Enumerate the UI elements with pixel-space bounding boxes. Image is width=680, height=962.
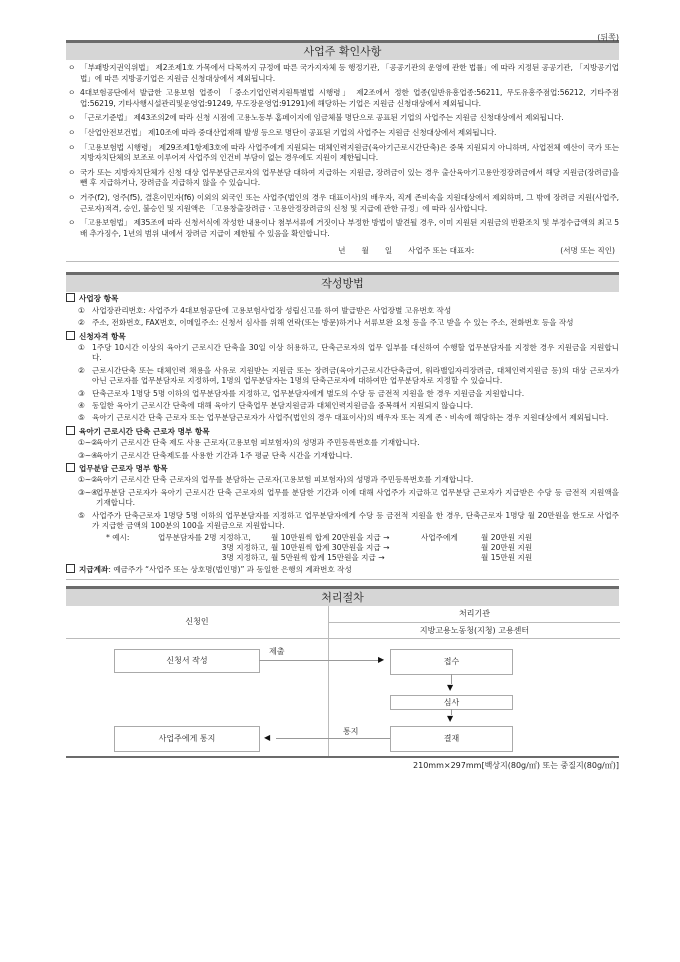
- method-item: [66, 438, 619, 448]
- method-item: [66, 401, 619, 411]
- example-cell: [421, 553, 481, 563]
- step-approve: 결재: [390, 726, 513, 752]
- method-item: [66, 318, 619, 328]
- item-text: 육아기 근로시간 단축 제도 사용 근로자(고용보험 피보험자)의 성명과 주민등록번호를 기재합니다.: [96, 438, 420, 448]
- item-number: ①~②: [78, 438, 98, 448]
- notify-label: 통지: [343, 727, 359, 737]
- item-text: 단축근로자 1명당 5명 이하의 업무분담자를 지정하고, 업무분담자에게 별도의 수당 등 금전적 지원을 한 경우 지원금을 지원합니다.: [92, 388, 525, 398]
- form-back-page: [66, 33, 619, 771]
- signer-label: 사업주 또는 대표자:: [408, 246, 475, 256]
- bullet-icon: ㅇ: [68, 113, 76, 123]
- agency-label: 처리기관: [329, 606, 620, 623]
- agency-column-header: [328, 606, 620, 639]
- checkbox-icon: [66, 293, 75, 302]
- example-row: [106, 543, 619, 553]
- example-label: * 예시:: [106, 533, 130, 543]
- confirm-item: [66, 143, 619, 164]
- method-item: [66, 343, 619, 364]
- method-item: [66, 488, 619, 509]
- page-side-label: (뒤쪽): [597, 33, 619, 42]
- method-section-title: 작성방법: [66, 272, 619, 292]
- example-cell: [421, 543, 481, 553]
- bullet-icon: ㅇ: [68, 63, 76, 72]
- example-cell: 사업주에게: [421, 533, 458, 543]
- notify-line: [276, 738, 390, 739]
- example-cell: 월 10만원씩 합계 30만원을 지급 →: [271, 543, 390, 553]
- confirm-item: [66, 218, 619, 239]
- confirm-item-text: 「산업안전보건법」 제10조에 따라 중대산업재해 발생 등으로 명단이 공표된 기업의 사업주는 지원금 신청대상에서 제외됩니다.: [80, 127, 497, 137]
- example-cell: 3명 지정하고,: [221, 553, 268, 563]
- method-heading: [66, 331, 619, 342]
- item-number: ④: [78, 400, 85, 410]
- item-number: ⑤: [78, 413, 85, 423]
- method-item: [66, 413, 619, 423]
- method-heading-text: 업무분담 근로자 명부 항목: [79, 464, 168, 473]
- arrow-down-icon: ▼: [447, 714, 454, 724]
- item-number: ③: [78, 388, 85, 398]
- method-heading: [66, 426, 619, 437]
- method-item: [66, 475, 619, 485]
- item-text: 업무분담 근로자가 육아기 근로시간 단축 근로자의 업무를 분담한 기간과 이에 대해 사업주가 지급하고 업무분담 근로자가 지급받은 수당 등 금전적 지원액을 기재합니다.: [96, 487, 619, 508]
- bullet-icon: ㅇ: [68, 88, 76, 98]
- checkbox-icon: [66, 463, 75, 472]
- confirm-item-text: 「부패방지권익위법」 제2조제1호 가목에서 다목까지 규정에 따른 국가지자체 등 행정기관, 「공공기관의 운영에 관한 법률」에 따라 지정된 공공기관, 「지방공기업법」에 따른 지방공기업은 지원금 신청대상에서 제외됩니다.: [80, 63, 619, 83]
- method-heading: [66, 293, 619, 304]
- arrow-right-icon: ▶: [378, 655, 385, 665]
- method-item: [66, 511, 619, 532]
- example-cell: 월 20만원 지원: [481, 533, 533, 543]
- method-heading-text: 육아기 근로시간 단축 근로자 명부 항목: [79, 426, 210, 436]
- sign-day[interactable]: 일: [384, 246, 393, 256]
- item-number: ①: [78, 305, 85, 315]
- confirm-item: [66, 113, 619, 124]
- bullet-icon: ㅇ: [68, 218, 76, 228]
- example-cell: 월 10만원씩 합계 20만원을 지급 →: [271, 533, 390, 543]
- confirm-item: [66, 193, 619, 214]
- method-heading-text: 사업장 항목: [79, 294, 119, 304]
- step-review: 심사: [390, 695, 513, 710]
- signature-line: [66, 243, 619, 262]
- example-cell: 월 5만원씩 합계 15만원을 지급 →: [271, 553, 385, 563]
- step-receive: 접수: [390, 649, 513, 675]
- item-text: 동일한 육아기 근로시간 단축에 대해 육아기 단축업무 분담지원금과 대체인력지원금을 중복해서 지원되지 않습니다.: [92, 400, 474, 410]
- confirm-item: [66, 63, 619, 84]
- item-number: ①: [78, 342, 85, 352]
- item-text: 사업장관리번호: 사업주가 4대보험공단에 고용보험사업장 성립신고를 하여 발급받은 사업장별 고유번호 작성: [92, 305, 452, 315]
- submit-label: 제출: [269, 647, 285, 657]
- sign-month[interactable]: 월: [361, 246, 369, 256]
- process-flow: [66, 606, 619, 758]
- method-item: [66, 306, 619, 316]
- seal-field[interactable]: (서명 또는 직인): [560, 246, 615, 256]
- confirm-item: [66, 88, 619, 109]
- confirm-list: [66, 60, 619, 239]
- agency-name: 지방고용노동청(지청) 고용센터: [419, 626, 530, 636]
- confirm-item-text: 거주(f2), 영주(f5), 결혼이민자(f6) 이외의 외국인 또는 사업주(법인의 경우 대표이사)의 배우자, 직계 존비속을 지원대상에서 제외하며, 그 밖에 장려금 지원(사업주, 근로자)적격, 승인, 불승인 및 지원액은 「고용창출장려금ㆍ고용안정장려금의 신청 및 지급에 관한 규정」에 따라 심사합니다.: [80, 192, 619, 213]
- confirm-item-text: 국가 또는 지방자치단체가 신청 대상 업무분담근로자의 업무분담 대하여 지급하는 지원금, 장려금이 있는 경우 출산육아기고용안정장려금에서 해당 지원금(장려금)을 뺀 후 지급하거나, 장려금을 지급하지 않을 수 있습니다.: [80, 167, 619, 188]
- method-heading: [66, 463, 619, 474]
- submit-line: [259, 660, 379, 661]
- example-cell: 3명 지정하고,: [221, 543, 268, 553]
- item-text: 사업주가 단축근로자 1명당 5명 이하의 업무분담자를 지정하고 업무분담자에게 수당 등 금전적 지원을 한 경우, 단축근로자 1명당 월 20만원을 한도로 사업주가 지급한 금액의 100분의 100을 지원금으로 지원합니다.: [92, 510, 619, 531]
- method-heading-text: 신청자격 항목: [79, 331, 126, 341]
- account-heading: [66, 564, 619, 580]
- arrow-down-icon: ▼: [447, 683, 454, 693]
- confirm-item-text: 「고용보험법 시행령」 제29조제1항제3호에 따라 사업주에게 지원되는 대체인력지원금(육아기근로시간단축)은 중복 지원되지 아니하며, 사업전체 예산이 국가 또는 지방자치단체의 보조로 이루어져 사업주의 인건비 부담이 없는 경우에도 지원이 제한됩니다.: [80, 142, 619, 163]
- method-item: [66, 451, 619, 461]
- arrow-left-icon: ◀: [264, 733, 271, 743]
- method-body: [66, 293, 619, 580]
- account-heading-text: 지급계좌: [79, 564, 109, 574]
- example-cell: 월 20만원 지원: [481, 543, 533, 553]
- method-item: [66, 389, 619, 399]
- bullet-icon: ㅇ: [68, 142, 76, 152]
- item-text: 육아기 근로시간 단축 근로자의 업무를 분담하는 근로자(고용보험 피보험자)의 성명과 주민등록번호를 기재합니다.: [96, 475, 474, 485]
- item-text: 근로시간단축 또는 대체인력 채용을 사유로 지원받는 지원금 또는 장려금(육아기근로시간단축급여, 워라밸일자리장려금, 대체인력지원금 등)의 대상 근로자가 아닌 근로자를 업무분담자로 지정하여, 1명의 업무분담자는 1명의 단축근로자에 대하여만 업무분담자로 지정할 수 있습니다.: [92, 365, 619, 386]
- confirm-item-text: 「근로기준법」 제43조의2에 따라 신청 시점에 고용노동부 홈페이지에 임금체불 명단으로 공표된 기업의 사업주는 지원금 신청대상에서 제외됩니다.: [80, 113, 564, 123]
- account-text: : 예금주가 “사업주 또는 상호명(법인명)” 과 동일한 은행의 계좌번호 작성: [108, 564, 352, 574]
- applicant-column-header: 신청인: [66, 606, 328, 639]
- example-cell: 월 15만원 지원: [481, 553, 533, 563]
- confirm-item: [66, 168, 619, 189]
- item-number: ②: [78, 365, 85, 375]
- example-row: [106, 553, 619, 563]
- item-number: ②: [78, 318, 85, 328]
- bullet-icon: ㅇ: [68, 167, 76, 177]
- item-number: ③~④: [78, 487, 98, 497]
- item-text: 육아기 근로시간 단축제도를 사용한 기간과 1주 평균 단축 시간을 기재합니다.: [96, 450, 353, 460]
- item-number: ①~②: [78, 475, 98, 485]
- paper-size-note: 210mm×297mm[백상지(80g/㎡) 또는 중질지(80g/㎡)]: [413, 761, 619, 771]
- confirm-item-text: 4대보험공단에서 발급한 고용보험 업종이 「중소기업인력지원특별법 시행령」 제2조에서 정한 업종(일반유흥업종:56211, 무도유흥주점업:56212, 기타주점업:56219, 기타사행시설관리및운영업:91249, 무도장운영업:91291)에 해당하는 기업은 지원금 신청대상에서 제외됩니다.: [80, 88, 619, 108]
- checkbox-icon: [66, 564, 75, 573]
- example-cell: 업무분담자를 2명 지정하고,: [158, 533, 251, 543]
- step-notify: 사업주에게 통지: [114, 726, 260, 752]
- method-item: [66, 366, 619, 387]
- item-text: 주소, 전화번호, FAX번호, 이메일주소: 신청서 심사를 위해 연락(또는 방문)하거나 서류보완 요청 등을 주고 받을 수 있는 주소, 전화번호 등을 작성: [92, 318, 574, 328]
- bullet-icon: ㅇ: [68, 192, 76, 202]
- item-text: 육아기 근로시간 단축 근로자 또는 업무분담근로자가 사업주(법인의 경우 대표이사)의 배우자 또는 직계 존ㆍ비속에 해당하는 경우 지원대상에서 제외됩니다.: [92, 413, 609, 423]
- process-section-title: 처리절차: [66, 586, 619, 606]
- step-write: 신청서 작성: [114, 649, 260, 673]
- checkbox-icon: [66, 331, 75, 340]
- confirm-item-text: 「고용보험법」 제35조에 따라 신청서식에 작성한 내용이나 첨부서류에 거짓이나 부정한 방법이 발견될 경우, 이미 지원된 지원금의 반환조치 및 부정수급액의 최고 5배 추가징수, 1년의 범위 내에서 장려금 지급이 제한될 수 있음을 확인합니다.: [80, 218, 619, 238]
- bullet-icon: ㅇ: [68, 127, 76, 137]
- item-number: ③~④: [78, 450, 98, 460]
- item-number: ⑤: [78, 510, 85, 520]
- item-text: 1주당 10시간 이상의 육아기 근로시간 단축을 30일 이상 허용하고, 단축근로자의 업무 일부를 대신하여 수행할 업무분담자를 지정한 경우 지원금을 지원합니다.: [92, 342, 619, 363]
- confirm-section-title: 사업주 확인사항: [66, 40, 619, 60]
- sign-year[interactable]: 년: [338, 246, 346, 256]
- confirm-item: [66, 128, 619, 139]
- checkbox-icon: [66, 426, 75, 435]
